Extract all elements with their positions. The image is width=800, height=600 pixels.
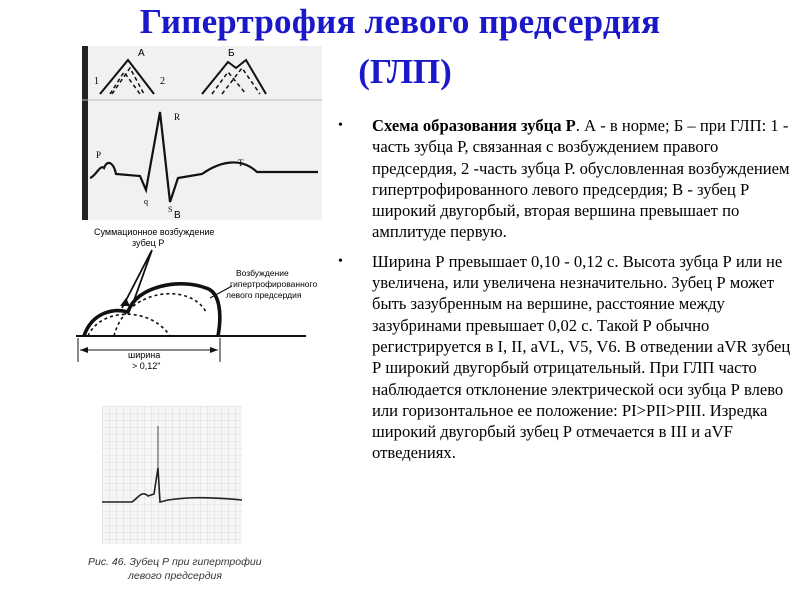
wave-s-label: S bbox=[168, 205, 173, 214]
bullet-1-lead: Схема образования зубца Р bbox=[372, 116, 576, 135]
num-2: 2 bbox=[160, 76, 165, 87]
ecg-recording-figure bbox=[102, 406, 242, 544]
bullet-1-text: . А - в норме; Б – при ГЛП: 1 - часть зубца Р, связанная с возбуждением правого предсердия, 2 -часть зубца Р. обусловленная возбуждением гипертрофированного левого предсердия; В - зубец Р широкий двугорбый, вторая вершина превышает по амплитуде первую. bbox=[372, 116, 790, 242]
wave-p-label: P bbox=[96, 150, 102, 160]
summation-scheme-figure bbox=[70, 222, 332, 372]
bullet-item-2 bbox=[338, 251, 796, 464]
wave-q-label: q bbox=[144, 197, 148, 206]
figure-caption bbox=[88, 555, 278, 583]
lv-label-line-2: гипертрофированного bbox=[230, 279, 318, 289]
lv-label-line-1: Возбуждение bbox=[236, 268, 289, 278]
bullet-list bbox=[338, 115, 796, 472]
caption-line-1: Рис. 46. Зубец Р при гипертрофии bbox=[88, 556, 262, 568]
bullet-marker: • bbox=[338, 253, 343, 269]
summation-curve bbox=[84, 284, 220, 336]
caption-line-2: левого предсердия bbox=[128, 570, 222, 582]
width-label-line-2: > 0,12" bbox=[132, 361, 161, 371]
summation-label-line-2: зубец P bbox=[132, 238, 165, 248]
wave-r-label: R bbox=[174, 112, 181, 122]
slide-title-line-1: Гипертрофия левого предсердия bbox=[139, 2, 661, 41]
label-b: Б bbox=[228, 48, 235, 59]
label-a: А bbox=[138, 48, 145, 59]
p-wave-scheme-figure bbox=[82, 46, 322, 220]
bullet-2-text: Ширина Р превышает 0,10 - 0,12 с. Высота зубца Р или не увеличена, или увеличена незначительно. Зубец Р может быть зазубренным на вершине, расстояние между зазубринами превышает 0,02 с. Такой Р обычно регистрируется в I, II, aVL, V5, V6. В отведении aVR зубец Р широкий двугорбый отрицательный. При ГЛП часто наблюдается отклонение электрической оси зубца Р влево или горизонтальное ее положение: PI>PII>PIII. Изредка широкий двугорбый зубец Р отмечается в III и aVF отведениях. bbox=[372, 251, 791, 463]
num-1: 1 bbox=[94, 76, 99, 87]
slide-title-line-2: (ГЛП) bbox=[358, 52, 452, 91]
width-label-line-1: ширина bbox=[128, 350, 161, 360]
wave-t-label: T bbox=[238, 158, 244, 168]
summation-label-line-1: Суммационное возбуждение bbox=[94, 227, 215, 237]
bullet-marker: • bbox=[338, 118, 343, 133]
lv-label-line-3: левого предсердия bbox=[226, 290, 302, 300]
bullet-item-1 bbox=[338, 115, 796, 243]
label-v: В bbox=[174, 210, 181, 220]
